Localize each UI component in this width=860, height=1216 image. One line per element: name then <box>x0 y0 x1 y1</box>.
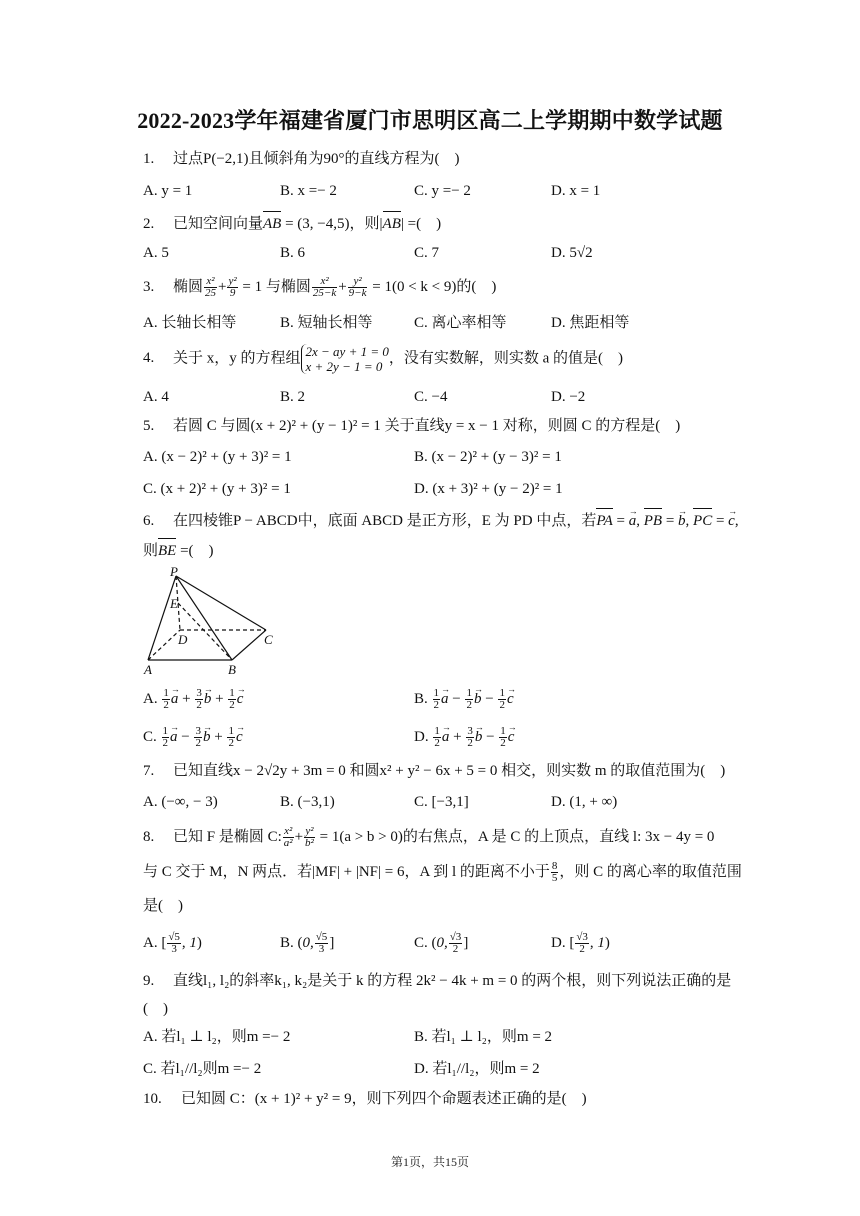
page-title: 2022-2023学年福建省厦门市思明区高二上学期期中数学试题 <box>137 108 723 133</box>
q2-option-d: D. 5√2 <box>551 245 593 261</box>
label-c: C <box>264 632 273 647</box>
q2-option-a: A. 5 <box>143 245 169 261</box>
q7-option-a: A. (−∞, − 3) <box>143 794 218 810</box>
question-4: 4. 关于 x，y 的方程组 2x − ay + 1 = 0 x + 2y − 1 = 0，没有实数解，则实数 a 的值是( ) <box>143 344 624 374</box>
label-b: B <box>228 662 236 677</box>
q8-option-d: D. [ $\frac{√3}{2}$ , 1) <box>551 931 610 956</box>
q6-option-d: D. $\frac{1}{2}$ → a + $\frac{3}{2}$ → b − $\frac{1}{2}$ → c <box>414 726 514 749</box>
question-9: 9. 直线l₁, l₂的斜率k₁, k₂是关于 k 的方程 2k² − 4k + m = 0 的两个根，则下列说法正确的是 <box>143 973 732 989</box>
q7-option-d: D. (1, + ∞) <box>551 794 618 810</box>
pyramid-figure <box>140 566 280 678</box>
q1-option-c: C. y =− 2 <box>414 183 471 199</box>
question-7: 7. 已知直线x − 2√2y + 3m = 0 和圆x² + y² − 6x + 5 = 0 相交，则实数 m 的取值范围为( ) <box>143 763 726 779</box>
label-e: E <box>170 596 178 611</box>
q1-option-b: B. x =− 2 <box>280 183 337 199</box>
q4-option-b: B. 2 <box>280 389 306 405</box>
q3-option-d: D. 焦距相等 <box>551 315 630 331</box>
q9-option-a: A. 若l₁ ⊥ l₂，则m =− 2 <box>143 1029 291 1045</box>
label-p: P <box>170 566 178 579</box>
q6-option-a: A. $\frac{1}{2}$ → a + $\frac{3}{2}$ → b + $\frac{1}{2}$ → c <box>143 688 243 711</box>
question-8-cont: 与 C 交于 M，N 两点．若|MF| + |NF| = 6，A 到 l 的距离不小于 $\frac{8}{5}$ ，则 C 的离心率的取值范围 <box>143 860 742 885</box>
q9-option-b: B. 若l₁ ⊥ l₂，则m = 2 <box>414 1029 553 1045</box>
question-8-cont2: 是( ) <box>143 898 183 914</box>
q2-option-b: B. 6 <box>280 245 306 261</box>
q8-option-a: A. [ $\frac{√5}{3}$ , 1) <box>143 931 202 956</box>
q5-option-d: D. (x + 3)² + (y − 2)² = 1 <box>414 481 563 497</box>
q5-option-a: A. (x − 2)² + (y + 3)² = 1 <box>143 449 292 465</box>
q1-option-d: D. x = 1 <box>551 183 601 199</box>
page-footer: 第1页，共15页 <box>390 1155 469 1169</box>
question-6-cont: 则BE =( ) <box>143 538 214 562</box>
q4-option-d: D. −2 <box>551 389 586 405</box>
q4-option-c: C. −4 <box>414 389 448 405</box>
question-6: 6. 在四棱锥P − ABCD中，底面 ABCD 是正方形，E 为 PD 中点，若PA = → a, PB = → b, PC = → c, <box>143 508 739 532</box>
q2-option-c: C. 7 <box>414 245 440 261</box>
q1-option-a: A. y = 1 <box>143 183 193 199</box>
q3-option-c: C. 离心率相等 <box>414 315 507 331</box>
q7-option-b: B. (−3,1) <box>280 794 335 810</box>
question-2: 2. 已知空间向量AB = (3, −4,5)，则|AB| =( ) <box>143 211 441 235</box>
q6-option-c: C. $\frac{1}{2}$ → a − $\frac{3}{2}$ → b + $\frac{1}{2}$ → c <box>143 726 243 749</box>
q8-option-b: B. (0, $\frac{√5}{3}$ ] <box>280 931 335 956</box>
q3-option-a: A. 长轴长相等 <box>143 315 237 331</box>
q9-option-d: D. 若l₁//l₂，则m = 2 <box>414 1061 540 1077</box>
label-d: D <box>178 632 188 647</box>
q3-option-b: B. 短轴长相等 <box>280 315 373 331</box>
q7-option-c: C. [−3,1] <box>414 794 469 810</box>
label-a: A <box>144 662 152 677</box>
q5-option-b: B. (x − 2)² + (y − 3)² = 1 <box>414 449 562 465</box>
q8-option-c: C. (0, $\frac{√3}{2}$ ] <box>414 931 469 956</box>
q6-option-b: B. $\frac{1}{2}$ → a − $\frac{1}{2}$ → b − $\frac{1}{2}$ → c <box>414 688 514 711</box>
question-10: 10. 已知圆 C：(x + 1)² + y² = 9，则下列四个命题表述正确的是( ) <box>143 1091 587 1107</box>
question-1: 1. 过点P(−2,1)且倾斜角为90°的直线方程为( ) <box>143 151 460 167</box>
question-9-cont: ( ) <box>143 1001 168 1017</box>
q5-option-c: C. (x + 2)² + (y + 3)² = 1 <box>143 481 291 497</box>
question-3: 3. 椭圆 $\frac{\text{x²}}{25}$ + $\frac{\text{y²}}{9}$ = 1 与椭圆 $\frac{\text{x²}}{25-k}$ + $\frac{\text{y²}}{9-k}$ = 1(0 < k < 9)的( ) <box>143 275 497 300</box>
q9-option-c: C. 若l₁//l₂则m =− 2 <box>143 1061 262 1077</box>
question-8: 8. 已知 F 是椭圆 C: $\frac{\text{x²}}{\text{a²}}$ + $\frac{\text{y²}}{\text{b²}}$ = 1(a > b > 0)的右焦点，A 是 C 的上顶点，直线 l: 3x − 4y = 0 <box>143 825 715 850</box>
question-5: 5. 若圆 C 与圆(x + 2)² + (y − 1)² = 1 关于直线y = x − 1 对称，则圆 C 的方程是( ) <box>143 418 681 434</box>
q4-option-a: A. 4 <box>143 389 169 405</box>
